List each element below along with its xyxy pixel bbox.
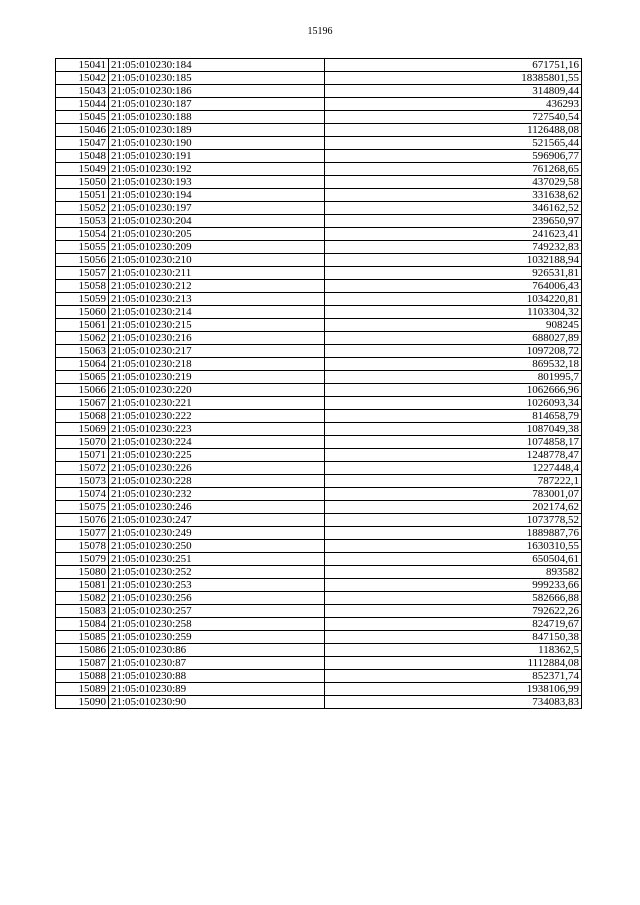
cadastral-number-cell: 21:05:010230:88 bbox=[109, 670, 325, 683]
table-row bbox=[56, 59, 582, 72]
value-cell: 331638,62 bbox=[325, 189, 582, 202]
cadastral-number-cell: 21:05:010230:90 bbox=[109, 696, 325, 709]
table-row bbox=[56, 267, 582, 280]
value-cell: 596906,77 bbox=[325, 150, 582, 163]
row-number-cell: 15085 bbox=[56, 631, 109, 644]
table-row bbox=[56, 631, 582, 644]
table-row bbox=[56, 644, 582, 657]
cadastral-number-cell: 21:05:010230:186 bbox=[109, 85, 325, 98]
table-row bbox=[56, 462, 582, 475]
value-cell: 436293 bbox=[325, 98, 582, 111]
value-cell: 801995,7 bbox=[325, 371, 582, 384]
value-cell: 688027,89 bbox=[325, 332, 582, 345]
row-number-cell: 15058 bbox=[56, 280, 109, 293]
cadastral-number-cell: 21:05:010230:213 bbox=[109, 293, 325, 306]
row-number-cell: 15055 bbox=[56, 241, 109, 254]
cadastral-number-cell: 21:05:010230:225 bbox=[109, 449, 325, 462]
registry-table-body bbox=[56, 59, 582, 709]
value-cell: 787222,1 bbox=[325, 475, 582, 488]
row-number-cell: 15090 bbox=[56, 696, 109, 709]
row-number-cell: 15056 bbox=[56, 254, 109, 267]
cadastral-number-cell: 21:05:010230:189 bbox=[109, 124, 325, 137]
value-cell: 1112884,08 bbox=[325, 657, 582, 670]
cadastral-number-cell: 21:05:010230:218 bbox=[109, 358, 325, 371]
value-cell: 241623,41 bbox=[325, 228, 582, 241]
cadastral-number-cell: 21:05:010230:220 bbox=[109, 384, 325, 397]
table-row bbox=[56, 215, 582, 228]
row-number-cell: 15088 bbox=[56, 670, 109, 683]
cadastral-number-cell: 21:05:010230:223 bbox=[109, 423, 325, 436]
table-row bbox=[56, 527, 582, 540]
row-number-cell: 15044 bbox=[56, 98, 109, 111]
value-cell: 869532,18 bbox=[325, 358, 582, 371]
value-cell: 1074858,17 bbox=[325, 436, 582, 449]
table-row bbox=[56, 358, 582, 371]
value-cell: 1630310,55 bbox=[325, 540, 582, 553]
row-number-cell: 15049 bbox=[56, 163, 109, 176]
table-row bbox=[56, 475, 582, 488]
value-cell: 734083,83 bbox=[325, 696, 582, 709]
value-cell: 314809,44 bbox=[325, 85, 582, 98]
row-number-cell: 15064 bbox=[56, 358, 109, 371]
value-cell: 852371,74 bbox=[325, 670, 582, 683]
value-cell: 749232,83 bbox=[325, 241, 582, 254]
row-number-cell: 15087 bbox=[56, 657, 109, 670]
row-number-cell: 15053 bbox=[56, 215, 109, 228]
row-number-cell: 15081 bbox=[56, 579, 109, 592]
table-row bbox=[56, 319, 582, 332]
table-row bbox=[56, 618, 582, 631]
cadastral-number-cell: 21:05:010230:193 bbox=[109, 176, 325, 189]
table-row bbox=[56, 189, 582, 202]
row-number-cell: 15074 bbox=[56, 488, 109, 501]
row-number-cell: 15066 bbox=[56, 384, 109, 397]
row-number-cell: 15061 bbox=[56, 319, 109, 332]
row-number-cell: 15070 bbox=[56, 436, 109, 449]
value-cell: 764006,43 bbox=[325, 280, 582, 293]
row-number-cell: 15084 bbox=[56, 618, 109, 631]
table-row bbox=[56, 605, 582, 618]
row-number-cell: 15082 bbox=[56, 592, 109, 605]
table-row bbox=[56, 670, 582, 683]
cadastral-number-cell: 21:05:010230:185 bbox=[109, 72, 325, 85]
table-row bbox=[56, 410, 582, 423]
value-cell: 761268,65 bbox=[325, 163, 582, 176]
cadastral-number-cell: 21:05:010230:224 bbox=[109, 436, 325, 449]
row-number-cell: 15041 bbox=[56, 59, 109, 72]
row-number-cell: 15057 bbox=[56, 267, 109, 280]
row-number-cell: 15047 bbox=[56, 137, 109, 150]
value-cell: 727540,54 bbox=[325, 111, 582, 124]
cadastral-number-cell: 21:05:010230:256 bbox=[109, 592, 325, 605]
value-cell: 1126488,08 bbox=[325, 124, 582, 137]
cadastral-number-cell: 21:05:010230:221 bbox=[109, 397, 325, 410]
table-row bbox=[56, 332, 582, 345]
page-number: 15196 bbox=[307, 26, 333, 37]
value-cell: 999233,66 bbox=[325, 579, 582, 592]
row-number-cell: 15077 bbox=[56, 527, 109, 540]
cadastral-number-cell: 21:05:010230:204 bbox=[109, 215, 325, 228]
table-row bbox=[56, 137, 582, 150]
value-cell: 346162,52 bbox=[325, 202, 582, 215]
table-row bbox=[56, 124, 582, 137]
row-number-cell: 15068 bbox=[56, 410, 109, 423]
value-cell: 521565,44 bbox=[325, 137, 582, 150]
table-row bbox=[56, 566, 582, 579]
cadastral-number-cell: 21:05:010230:214 bbox=[109, 306, 325, 319]
cadastral-number-cell: 21:05:010230:222 bbox=[109, 410, 325, 423]
row-number-cell: 15046 bbox=[56, 124, 109, 137]
value-cell: 18385801,55 bbox=[325, 72, 582, 85]
table-row bbox=[56, 163, 582, 176]
table-row bbox=[56, 384, 582, 397]
cadastral-number-cell: 21:05:010230:194 bbox=[109, 189, 325, 202]
cadastral-number-cell: 21:05:010230:187 bbox=[109, 98, 325, 111]
cadastral-number-cell: 21:05:010230:210 bbox=[109, 254, 325, 267]
row-number-cell: 15062 bbox=[56, 332, 109, 345]
table-row bbox=[56, 696, 582, 709]
value-cell: 1227448,4 bbox=[325, 462, 582, 475]
cadastral-number-cell: 21:05:010230:86 bbox=[109, 644, 325, 657]
table-row bbox=[56, 202, 582, 215]
table-row bbox=[56, 150, 582, 163]
value-cell: 671751,16 bbox=[325, 59, 582, 72]
table-row bbox=[56, 306, 582, 319]
value-cell: 1087049,38 bbox=[325, 423, 582, 436]
cadastral-number-cell: 21:05:010230:228 bbox=[109, 475, 325, 488]
row-number-cell: 15072 bbox=[56, 462, 109, 475]
value-cell: 1073778,52 bbox=[325, 514, 582, 527]
value-cell: 437029,58 bbox=[325, 176, 582, 189]
value-cell: 1062666,96 bbox=[325, 384, 582, 397]
cadastral-number-cell: 21:05:010230:249 bbox=[109, 527, 325, 540]
value-cell: 582666,88 bbox=[325, 592, 582, 605]
table-row bbox=[56, 449, 582, 462]
cadastral-number-cell: 21:05:010230:184 bbox=[109, 59, 325, 72]
value-cell: 908245 bbox=[325, 319, 582, 332]
row-number-cell: 15069 bbox=[56, 423, 109, 436]
row-number-cell: 15073 bbox=[56, 475, 109, 488]
cadastral-number-cell: 21:05:010230:197 bbox=[109, 202, 325, 215]
value-cell: 783001,07 bbox=[325, 488, 582, 501]
row-number-cell: 15052 bbox=[56, 202, 109, 215]
cadastral-number-cell: 21:05:010230:89 bbox=[109, 683, 325, 696]
table-row bbox=[56, 397, 582, 410]
cadastral-number-cell: 21:05:010230:259 bbox=[109, 631, 325, 644]
cadastral-number-cell: 21:05:010230:257 bbox=[109, 605, 325, 618]
cadastral-number-cell: 21:05:010230:190 bbox=[109, 137, 325, 150]
row-number-cell: 15065 bbox=[56, 371, 109, 384]
row-number-cell: 15063 bbox=[56, 345, 109, 358]
value-cell: 202174,62 bbox=[325, 501, 582, 514]
table-row bbox=[56, 553, 582, 566]
value-cell: 239650,97 bbox=[325, 215, 582, 228]
table-row bbox=[56, 657, 582, 670]
table-row bbox=[56, 176, 582, 189]
table-row bbox=[56, 85, 582, 98]
row-number-cell: 15067 bbox=[56, 397, 109, 410]
row-number-cell: 15089 bbox=[56, 683, 109, 696]
table-row bbox=[56, 228, 582, 241]
table-row bbox=[56, 280, 582, 293]
row-number-cell: 15079 bbox=[56, 553, 109, 566]
cadastral-number-cell: 21:05:010230:253 bbox=[109, 579, 325, 592]
value-cell: 824719,67 bbox=[325, 618, 582, 631]
value-cell: 893582 bbox=[325, 566, 582, 579]
table-row bbox=[56, 579, 582, 592]
row-number-cell: 15048 bbox=[56, 150, 109, 163]
value-cell: 1938106,99 bbox=[325, 683, 582, 696]
cadastral-number-cell: 21:05:010230:217 bbox=[109, 345, 325, 358]
row-number-cell: 15050 bbox=[56, 176, 109, 189]
table-row bbox=[56, 293, 582, 306]
table-row bbox=[56, 254, 582, 267]
row-number-cell: 15060 bbox=[56, 306, 109, 319]
row-number-cell: 15086 bbox=[56, 644, 109, 657]
table-row bbox=[56, 371, 582, 384]
cadastral-number-cell: 21:05:010230:226 bbox=[109, 462, 325, 475]
value-cell: 847150,38 bbox=[325, 631, 582, 644]
row-number-cell: 15042 bbox=[56, 72, 109, 85]
cadastral-number-cell: 21:05:010230:205 bbox=[109, 228, 325, 241]
value-cell: 650504,61 bbox=[325, 553, 582, 566]
cadastral-number-cell: 21:05:010230:192 bbox=[109, 163, 325, 176]
value-cell: 1097208,72 bbox=[325, 345, 582, 358]
table-row bbox=[56, 111, 582, 124]
row-number-cell: 15075 bbox=[56, 501, 109, 514]
cadastral-number-cell: 21:05:010230:191 bbox=[109, 150, 325, 163]
cadastral-number-cell: 21:05:010230:87 bbox=[109, 657, 325, 670]
cadastral-number-cell: 21:05:010230:247 bbox=[109, 514, 325, 527]
cadastral-number-cell: 21:05:010230:216 bbox=[109, 332, 325, 345]
value-cell: 1103304,32 bbox=[325, 306, 582, 319]
row-number-cell: 15045 bbox=[56, 111, 109, 124]
table-row bbox=[56, 436, 582, 449]
row-number-cell: 15078 bbox=[56, 540, 109, 553]
cadastral-number-cell: 21:05:010230:219 bbox=[109, 371, 325, 384]
cadastral-number-cell: 21:05:010230:232 bbox=[109, 488, 325, 501]
cadastral-number-cell: 21:05:010230:188 bbox=[109, 111, 325, 124]
row-number-cell: 15059 bbox=[56, 293, 109, 306]
row-number-cell: 15080 bbox=[56, 566, 109, 579]
table-row bbox=[56, 501, 582, 514]
cadastral-number-cell: 21:05:010230:215 bbox=[109, 319, 325, 332]
cadastral-number-cell: 21:05:010230:251 bbox=[109, 553, 325, 566]
value-cell: 1034220,81 bbox=[325, 293, 582, 306]
value-cell: 1889887,76 bbox=[325, 527, 582, 540]
value-cell: 118362,5 bbox=[325, 644, 582, 657]
table-row bbox=[56, 514, 582, 527]
value-cell: 926531,81 bbox=[325, 267, 582, 280]
row-number-cell: 15071 bbox=[56, 449, 109, 462]
table-row bbox=[56, 241, 582, 254]
cadastral-number-cell: 21:05:010230:211 bbox=[109, 267, 325, 280]
row-number-cell: 15054 bbox=[56, 228, 109, 241]
registry-table bbox=[55, 58, 582, 709]
cadastral-number-cell: 21:05:010230:252 bbox=[109, 566, 325, 579]
table-row bbox=[56, 592, 582, 605]
table-row bbox=[56, 72, 582, 85]
table-row bbox=[56, 488, 582, 501]
cadastral-number-cell: 21:05:010230:258 bbox=[109, 618, 325, 631]
value-cell: 1032188,94 bbox=[325, 254, 582, 267]
row-number-cell: 15083 bbox=[56, 605, 109, 618]
table-row bbox=[56, 683, 582, 696]
table-row bbox=[56, 423, 582, 436]
value-cell: 792622,26 bbox=[325, 605, 582, 618]
value-cell: 814658,79 bbox=[325, 410, 582, 423]
cadastral-number-cell: 21:05:010230:212 bbox=[109, 280, 325, 293]
row-number-cell: 15043 bbox=[56, 85, 109, 98]
cadastral-number-cell: 21:05:010230:250 bbox=[109, 540, 325, 553]
value-cell: 1248778,47 bbox=[325, 449, 582, 462]
value-cell: 1026093,34 bbox=[325, 397, 582, 410]
table-row bbox=[56, 98, 582, 111]
table-row bbox=[56, 540, 582, 553]
cadastral-number-cell: 21:05:010230:246 bbox=[109, 501, 325, 514]
row-number-cell: 15076 bbox=[56, 514, 109, 527]
row-number-cell: 15051 bbox=[56, 189, 109, 202]
table-row bbox=[56, 345, 582, 358]
cadastral-number-cell: 21:05:010230:209 bbox=[109, 241, 325, 254]
